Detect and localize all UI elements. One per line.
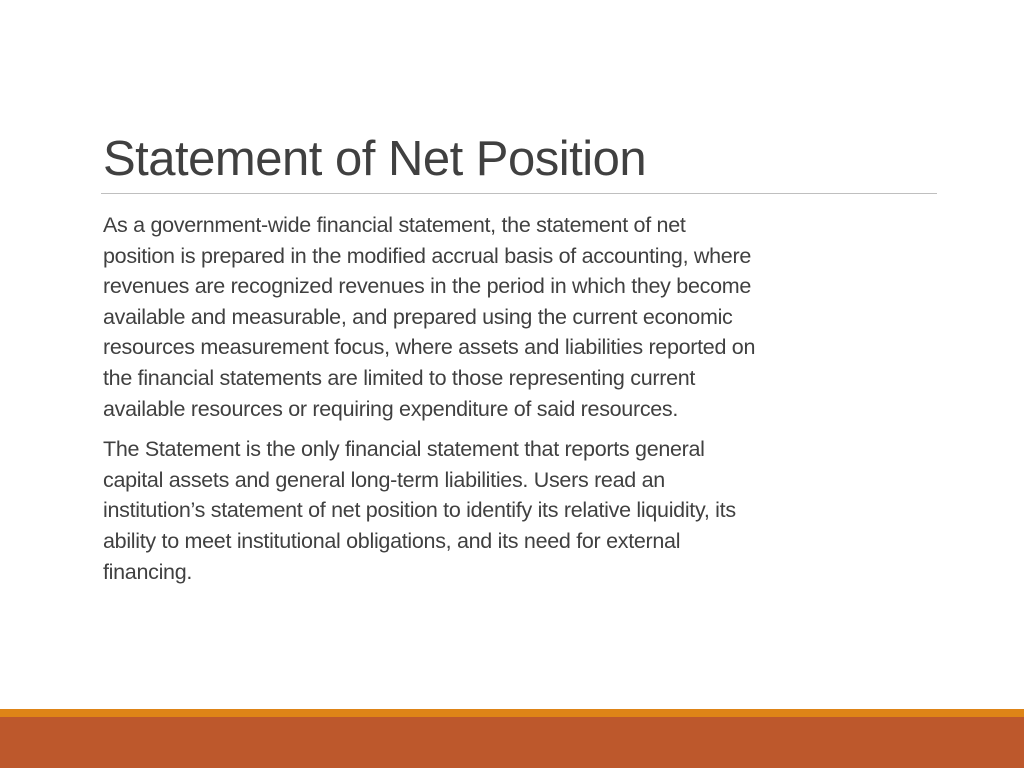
body-paragraph-2: The Statement is the only financial statement that reports general capital assets and general long-term liabilities. Users read an institution’s statement of net position to identify its relative liquidity, its ability to meet institutional obligations, and its need for external financing. bbox=[103, 437, 736, 584]
footer-accent-stripe bbox=[0, 709, 1024, 717]
slide-body bbox=[103, 210, 943, 597]
footer-accent-band bbox=[0, 717, 1024, 768]
title-divider bbox=[101, 193, 937, 194]
slide-title: Statement of Net Position bbox=[103, 132, 647, 186]
body-paragraph-1: As a government-wide financial statement, the statement of net position is prepared in the modified accrual basis of accounting, where revenues are recognized revenues in the period in which they become available and measurable, and prepared using the current economic resources measurement focus, where assets and liabilities reported on the financial statements are limited to those representing current available resources or requiring expenditure of said resources. bbox=[103, 213, 756, 421]
